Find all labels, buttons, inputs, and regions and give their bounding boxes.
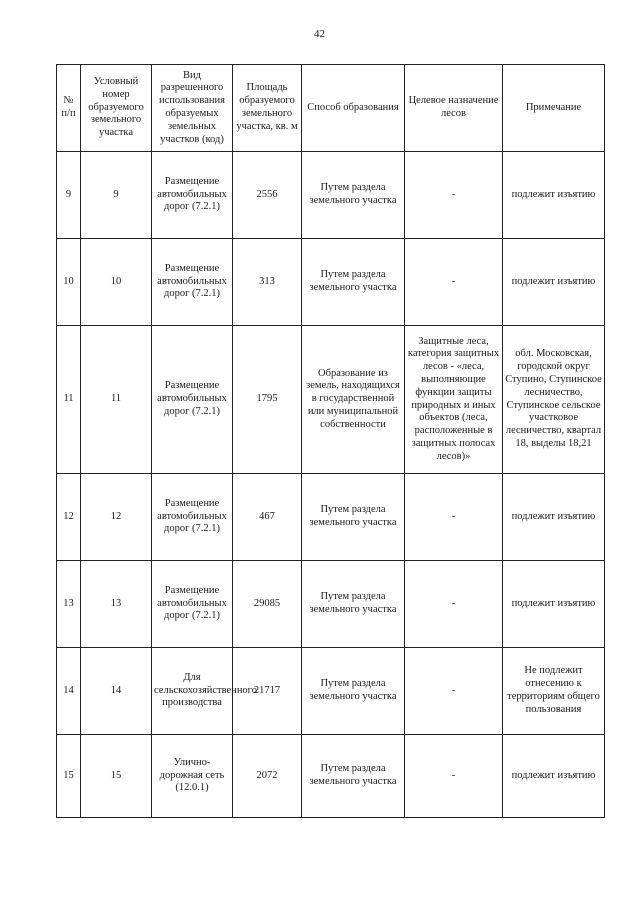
table-row <box>57 152 605 239</box>
cell-number: 15 <box>57 735 81 818</box>
cell-formation-method: Путем раздела земельного участка <box>302 152 405 239</box>
cell-number: 14 <box>57 648 81 735</box>
table-row <box>57 474 605 561</box>
header-number: № п/п <box>57 65 81 152</box>
header-note: Примечание <box>503 65 605 152</box>
cell-permitted-use: Для сельскохозяйственного производства <box>152 648 233 735</box>
cell-number: 12 <box>57 474 81 561</box>
cell-note: Не подлежит отнесению к территориям общего пользования <box>503 648 605 735</box>
cell-number: 9 <box>57 152 81 239</box>
table-row <box>57 648 605 735</box>
cell-area: 21717 <box>233 648 302 735</box>
cell-permitted-use: Размещение автомобильных дорог (7.2.1) <box>152 474 233 561</box>
cell-number: 10 <box>57 239 81 326</box>
cell-forest-purpose: - <box>405 474 503 561</box>
page-number: 42 <box>314 28 325 40</box>
cell-formation-method: Путем раздела земельного участка <box>302 561 405 648</box>
cell-conditional-number: 14 <box>81 648 152 735</box>
cell-conditional-number: 13 <box>81 561 152 648</box>
cell-formation-method: Путем раздела земельного участка <box>302 474 405 561</box>
cell-forest-purpose: - <box>405 239 503 326</box>
header-permitted-use: Вид разрешенного использования образуемых земельных участков (код) <box>152 65 233 152</box>
cell-permitted-use: Размещение автомобильных дорог (7.2.1) <box>152 152 233 239</box>
cell-forest-purpose: Защитные леса, категория защитных лесов - «леса, выполняющие функции защиты природных и иных объектов (леса, расположенные в защитных полосах лесов)» <box>405 326 503 474</box>
cell-forest-purpose: - <box>405 648 503 735</box>
table-row <box>57 735 605 818</box>
cell-conditional-number: 10 <box>81 239 152 326</box>
cell-forest-purpose: - <box>405 735 503 818</box>
cell-note: обл. Московская, городской округ Ступино, Ступинское лесничество, Ступинское сельское участковое лесничество, квартал 18, выделы 18,21 <box>503 326 605 474</box>
table-row <box>57 239 605 326</box>
cell-formation-method: Путем раздела земельного участка <box>302 648 405 735</box>
table-row <box>57 326 605 474</box>
cell-area: 2556 <box>233 152 302 239</box>
cell-area: 1795 <box>233 326 302 474</box>
table-row <box>57 561 605 648</box>
cell-forest-purpose: - <box>405 152 503 239</box>
cell-note: подлежит изъятию <box>503 239 605 326</box>
cell-formation-method: Путем раздела земельного участка <box>302 239 405 326</box>
cell-permitted-use: Размещение автомобильных дорог (7.2.1) <box>152 326 233 474</box>
cell-area: 2072 <box>233 735 302 818</box>
cell-permitted-use: Размещение автомобильных дорог (7.2.1) <box>152 561 233 648</box>
cell-conditional-number: 12 <box>81 474 152 561</box>
cell-number: 13 <box>57 561 81 648</box>
cell-note: подлежит изъятию <box>503 561 605 648</box>
land-plots-table <box>56 64 605 818</box>
cell-area: 29085 <box>233 561 302 648</box>
cell-permitted-use: Улично-дорожная сеть (12.0.1) <box>152 735 233 818</box>
cell-area: 467 <box>233 474 302 561</box>
cell-number: 11 <box>57 326 81 474</box>
cell-permitted-use: Размещение автомобильных дорог (7.2.1) <box>152 239 233 326</box>
cell-formation-method: Путем раздела земельного участка <box>302 735 405 818</box>
cell-forest-purpose: - <box>405 561 503 648</box>
cell-conditional-number: 15 <box>81 735 152 818</box>
header-forest-purpose: Целевое назначение лесов <box>405 65 503 152</box>
cell-note: подлежит изъятию <box>503 152 605 239</box>
cell-note: подлежит изъятию <box>503 474 605 561</box>
header-conditional-number: Условный номер образуемого земельного участка <box>81 65 152 152</box>
cell-area: 313 <box>233 239 302 326</box>
table-header-row <box>57 65 605 152</box>
header-area: Площадь образуемого земельного участка, кв. м <box>233 65 302 152</box>
cell-note: подлежит изъятию <box>503 735 605 818</box>
header-formation-method: Способ образования <box>302 65 405 152</box>
cell-formation-method: Образование из земель, находящихся в государственной или муниципальной собственности <box>302 326 405 474</box>
cell-conditional-number: 9 <box>81 152 152 239</box>
cell-conditional-number: 11 <box>81 326 152 474</box>
